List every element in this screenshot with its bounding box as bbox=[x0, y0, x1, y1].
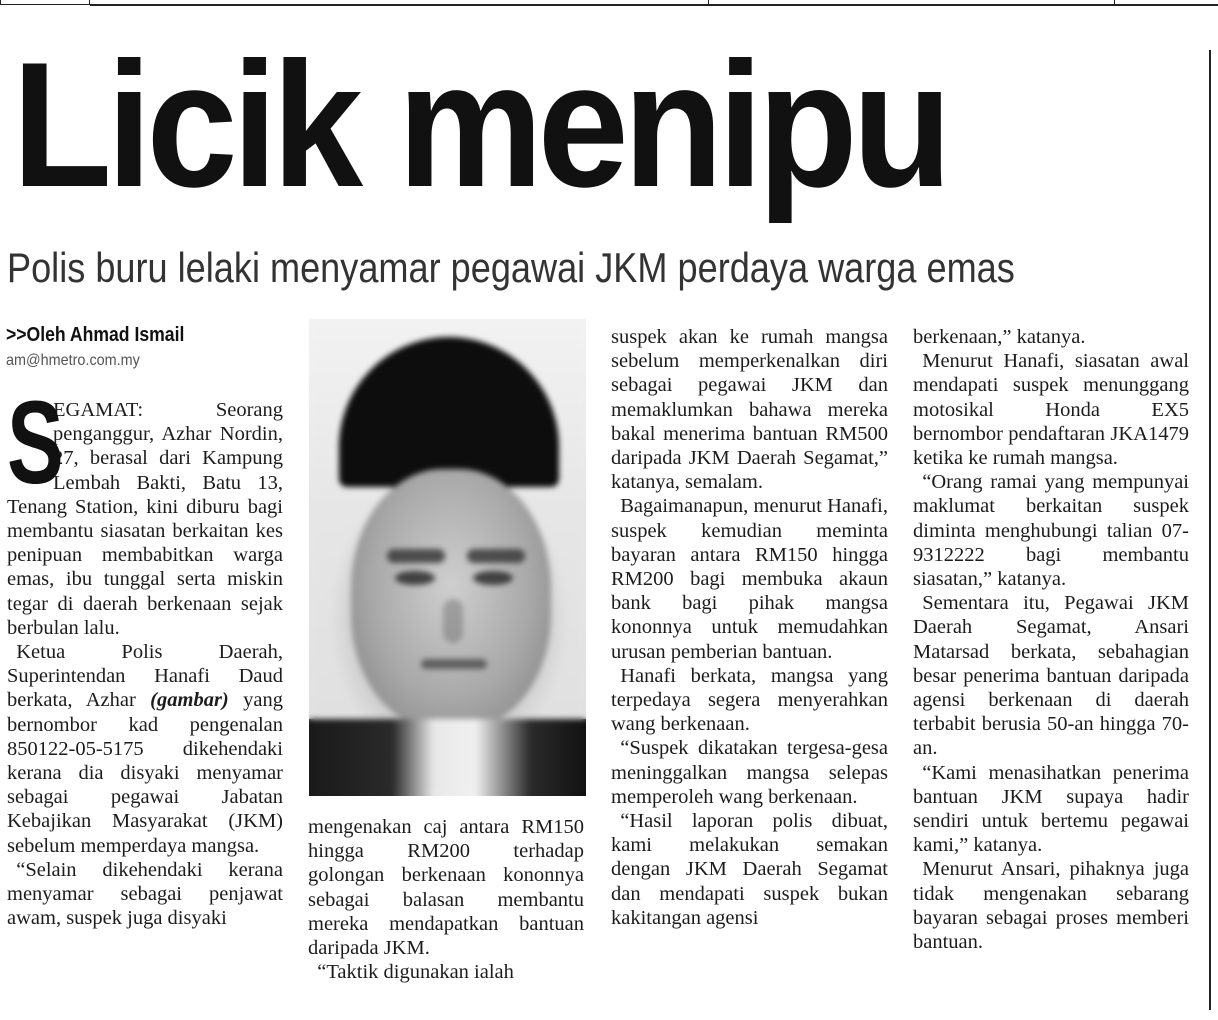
top-rule bbox=[0, 0, 1218, 7]
paragraph: suspek akan ke rumah mangsa sebelum memperkenalkan diri sebagai pegawai JKM dan memaklumkan bahawa mereka bakal menerima bantuan RM500 daripada JKM Daerah Segamat,” katanya, semalam. bbox=[611, 326, 888, 494]
paragraph: “Suspek dikatakan tergesa-gesa meninggalkan mangsa selepas memperoleh wang berkenaan. bbox=[611, 737, 888, 808]
paragraph-text: Ketua Polis Daerah, Superintendan Hanafi Daud berkata, Azhar bbox=[7, 641, 283, 712]
paragraph-text: yang bernombor kad pengenalan 850122-05-5175 dikehendaki kerana dia disyaki menyamar sebagai pegawai Jabatan Kebajikan Masyarakat (JKM) sebelum memperdaya mangsa. bbox=[7, 689, 283, 857]
author-email[interactable]: am@hmetro.com.my bbox=[6, 352, 140, 369]
byline: >>Oleh Ahmad Ismail bbox=[6, 324, 185, 346]
paragraph: Menurut Ansari, pihaknya juga tidak mengenakan sebarang bayaran sebagai proses memberi bantuan. bbox=[913, 858, 1189, 954]
paragraph: “Kami menasihatkan penerima bantuan JKM supaya hadir sendiri untuk bertemu pegawai kami,” katanya. bbox=[913, 761, 1189, 857]
photo-reference: (gambar) bbox=[150, 689, 229, 712]
paragraph: Sementara itu, Pegawai JKM Daerah Segamat, Ansari Matarsad berkata, sebahagian besar penerima bantuan daripada agensi berkenaan di daerah terbabit berusia 50-an hingga 70-an. bbox=[913, 592, 1189, 760]
paragraph: berkenaan,” katanya. bbox=[913, 326, 1086, 348]
paragraph bbox=[7, 640, 283, 858]
subheadline: Polis buru lelaki menyamar pegawai JKM perdaya warga emas bbox=[7, 244, 1015, 291]
headline: Licik menipu bbox=[12, 25, 947, 224]
drop-cap: S bbox=[7, 377, 64, 509]
paragraph: Hanafi berkata, mangsa yang terpedaya segera menyerahkan wang berkenaan. bbox=[611, 664, 888, 736]
article-column-3 bbox=[611, 325, 888, 930]
right-column-rule bbox=[1209, 50, 1211, 1010]
paragraph: “Orang ramai yang mempunyai maklumat berkaitan suspek diminta menghubungi talian 07-9312222 bagi membantu siasatan,” katanya. bbox=[913, 471, 1189, 591]
photo-blur bbox=[309, 319, 586, 796]
paragraph: mengenakan caj antara RM150 hingga RM200 terhadap golongan berkenaan kononnya sebagai balasan membantu mereka mendapatkan bantuan daripada JKM. bbox=[308, 816, 584, 960]
suspect-photo bbox=[309, 319, 586, 796]
paragraph: “Taktik digunakan ialah bbox=[317, 961, 514, 984]
article-column-1 bbox=[7, 377, 283, 930]
lead-paragraph bbox=[7, 377, 283, 640]
paragraph: “Selain dikehendaki kerana menyamar sebagai penjawat awam, suspek juga disyaki bbox=[7, 858, 283, 930]
lead-text: EGAMAT: Seorang penganggur, Azhar Nordin, 27, berasal dari Kampung Lembah Bakti, Batu 13, Tenang Station, kini diburu bagi membantu siasatan berkaitan kes penipuan membabitkan warga emas, ibu tunggal serta miskin tegar di daerah berkenaan sejak berbulan lalu. bbox=[7, 399, 283, 639]
paragraph: “Hasil laporan polis dibuat, kami melakukan semakan dengan JKM Daerah Segamat dan mendapati suspek bukan kakitangan agensi bbox=[611, 810, 888, 929]
article-column-4 bbox=[913, 325, 1189, 954]
paragraph: Menurut Hanafi, siasatan awal mendapati suspek menunggang motosikal Honda EX5 bernombor pendaftaran JKA1479 ketika ke rumah mangsa. bbox=[913, 350, 1189, 470]
paragraph: Bagaimanapun, menurut Hanafi, suspek kemudian meminta bayaran antara RM150 hingga RM200 bagi membuka akaun bank bagi pihak mangsa kononnya untuk memudahkan urusan pemberian bantuan. bbox=[611, 495, 888, 663]
article-column-2 bbox=[308, 815, 584, 984]
